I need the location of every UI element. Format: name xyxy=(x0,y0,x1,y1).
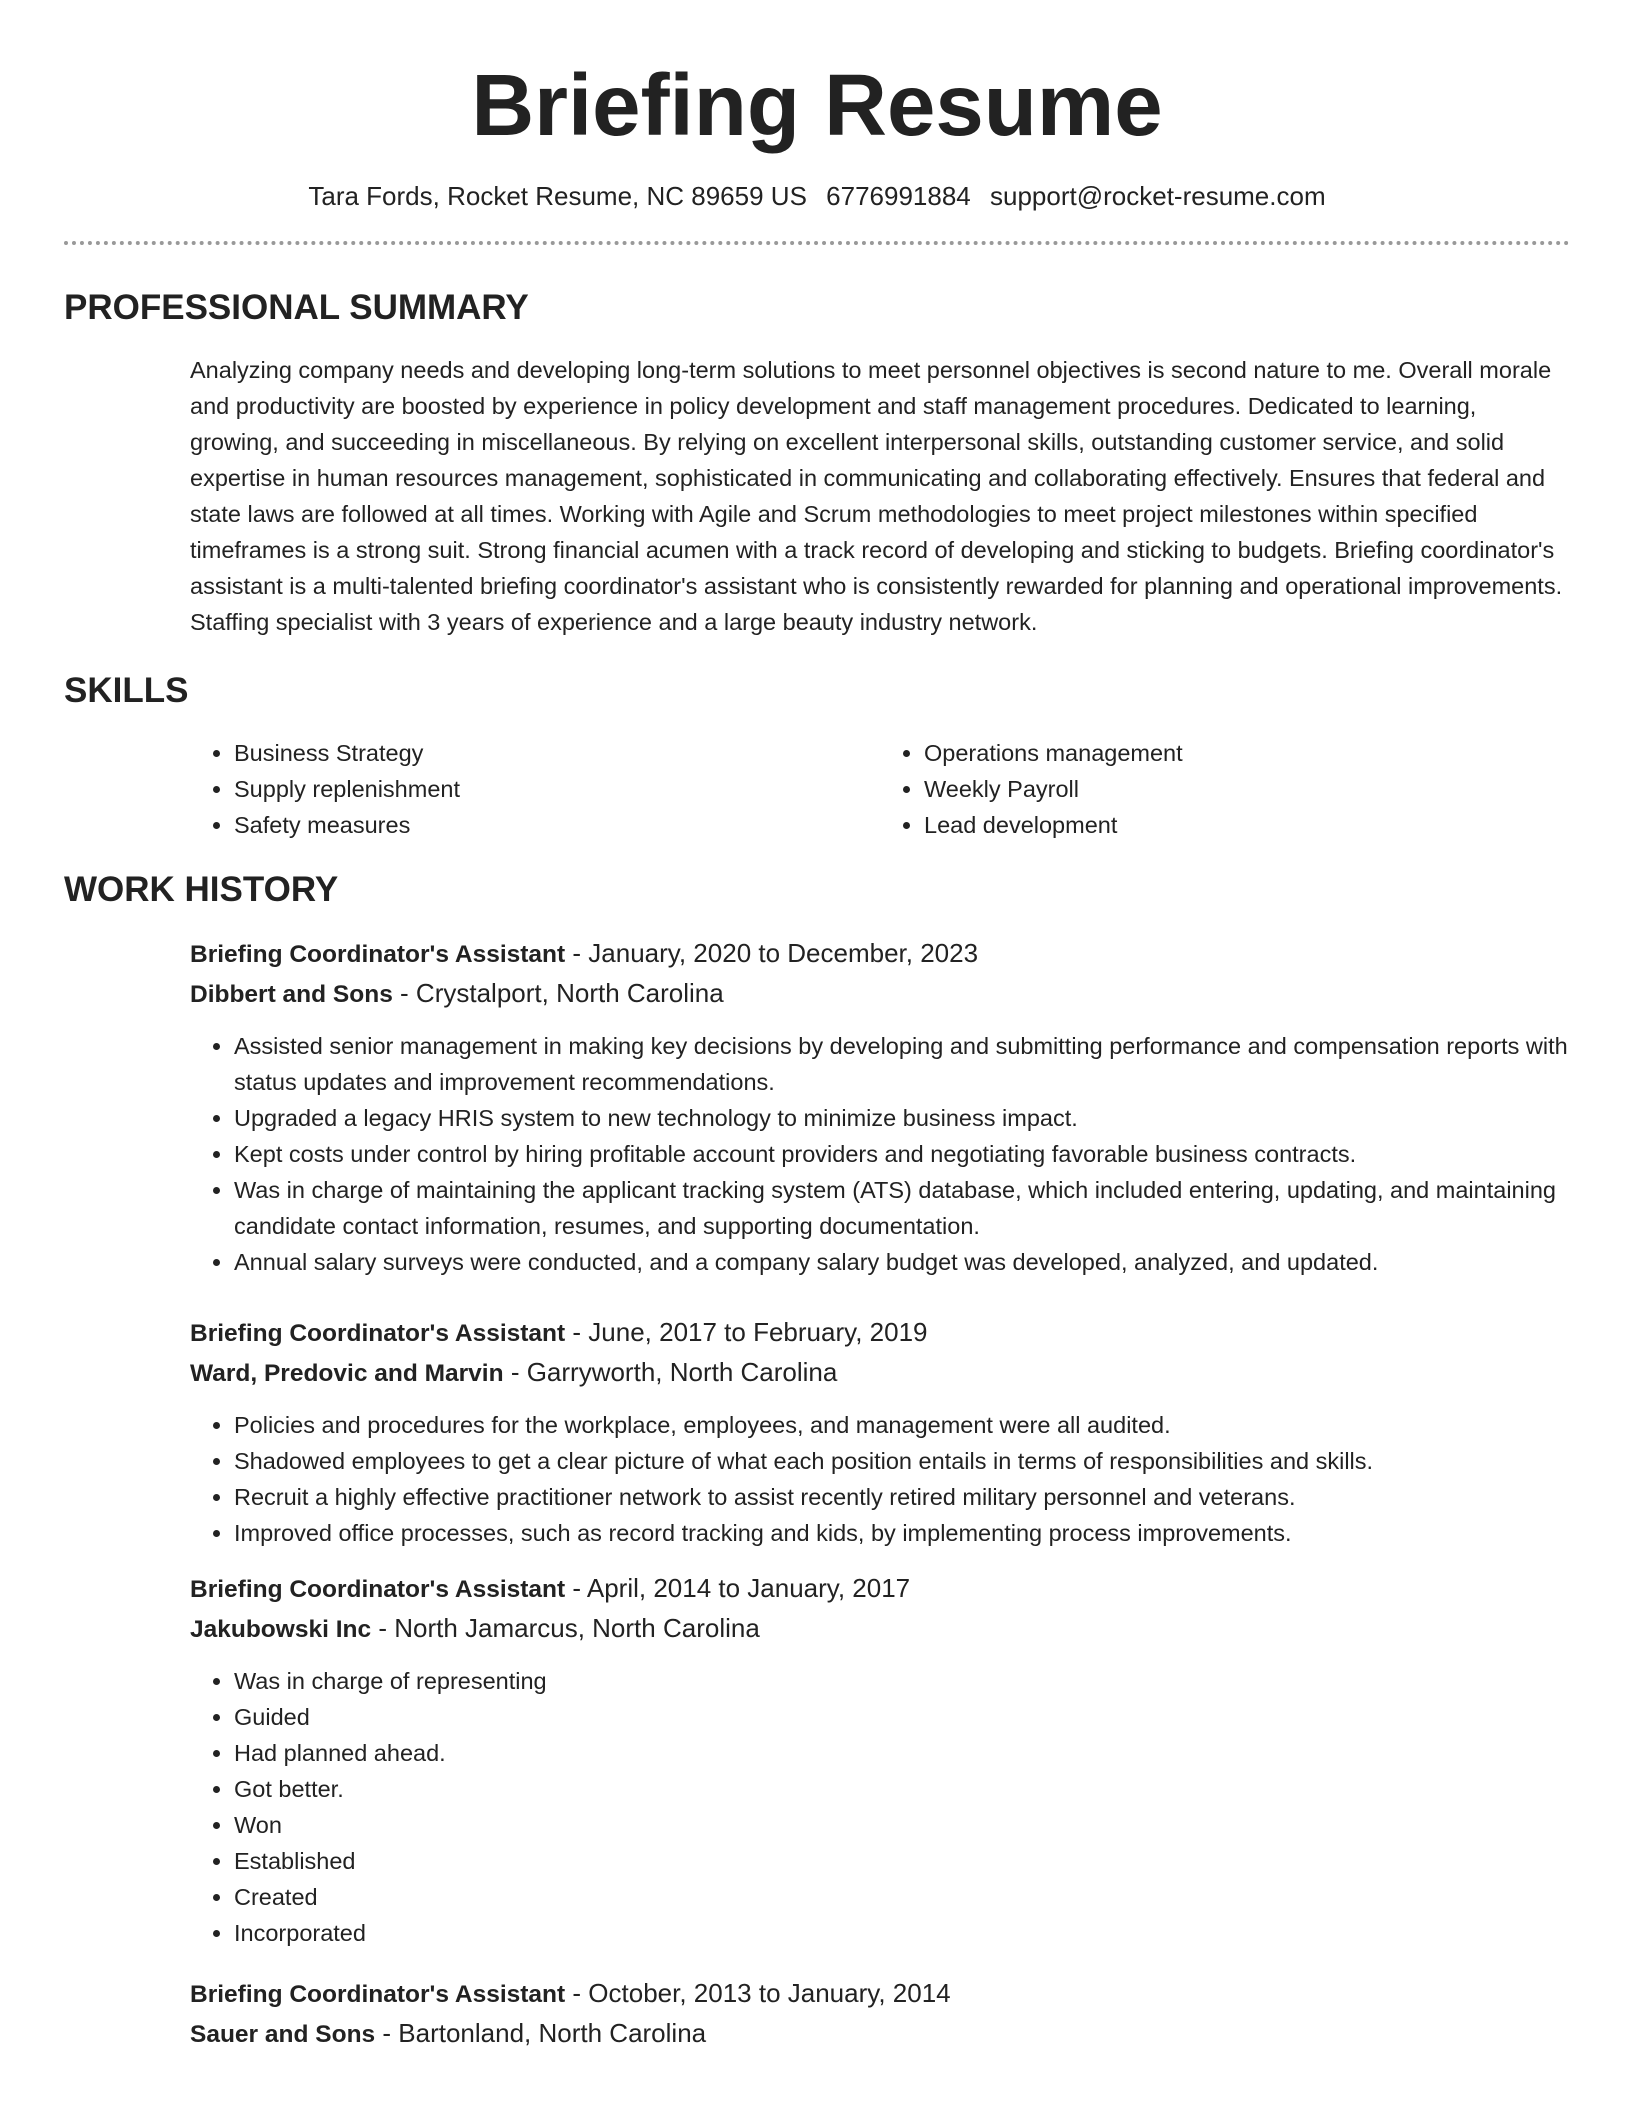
job-bullets xyxy=(190,1407,1570,1551)
job-entry xyxy=(190,1569,1570,1951)
job-bullet: • Had planned ahead. xyxy=(234,1735,1570,1771)
job-company: Jakubowski Inc xyxy=(190,1616,372,1643)
summary-text: Analyzing company needs and developing long-term solutions to meet personnel objectives is second nature to me. Overall morale and productivity are boosted by experience in policy development and staff management procedures. Dedicated to learning, growing, and succeeding in miscellaneous. By relying on excellent interpersonal skills, outstanding customer service, and solid expertise in human resources management, sophisticated in communicating and collaborating effectively. Ensures that federal and state laws are followed at all times. Working with Agile and Scrum methodologies to meet project milestones within specified timeframes is a strong suit. Strong financial acumen with a track record of developing and sticking to budgets. Briefing coordinator's assistant is a multi-talented briefing coordinator's assistant who is consistently rewarded for planning and operational improvements. Staffing specialist with 3 years of experience and a large beauty industry network. xyxy=(190,357,1563,635)
job-bullet: • Guided xyxy=(234,1699,1570,1735)
job-company-line xyxy=(190,1353,1570,1393)
job-dates: - June, 2017 to February, 2019 xyxy=(565,1317,928,1347)
job-entry xyxy=(190,1974,1570,2054)
resume-name: Briefing Resume xyxy=(471,57,1163,154)
job-bullet: • Was in charge of maintaining the applicant tracking system (ATS) database, which included entering, updating, and maintaining candidate contact information, resumes, and supporting documentation. xyxy=(234,1172,1570,1244)
job-bullet: • Upgraded a legacy HRIS system to new technology to minimize business impact. xyxy=(234,1100,1570,1136)
job-role: Briefing Coordinator's Assistant xyxy=(190,1576,566,1603)
job-bullet: • Won xyxy=(234,1807,1570,1843)
skill-item: • Safety measures xyxy=(234,807,880,843)
job-bullet: • Shadowed employees to get a clear picture of what each position entails in terms of responsibilities and skills. xyxy=(234,1443,1570,1479)
job-dates: - January, 2020 to December, 2023 xyxy=(565,938,979,968)
job-company-line xyxy=(190,2014,1570,2054)
job-role: Briefing Coordinator's Assistant xyxy=(190,1320,566,1347)
skill-item: • Supply replenishment xyxy=(234,771,880,807)
job-bullet: • Policies and procedures for the workplace, employees, and management were all audited. xyxy=(234,1407,1570,1443)
job-title-line xyxy=(190,1569,1570,1609)
job-location: - Garryworth, North Carolina xyxy=(503,1357,838,1387)
job-location: - North Jamarcus, North Carolina xyxy=(371,1613,760,1643)
job-company: Ward, Predovic and Marvin xyxy=(190,1360,504,1387)
skills-column-left xyxy=(190,735,880,843)
skill-item: • Weekly Payroll xyxy=(924,771,1570,807)
resume-page xyxy=(64,0,1570,2054)
job-dates: - April, 2014 to January, 2017 xyxy=(565,1573,911,1603)
job-role: Briefing Coordinator's Assistant xyxy=(190,941,566,968)
contact-line xyxy=(64,178,1570,214)
job-bullet: • Established xyxy=(234,1843,1570,1879)
skill-item: • Business Strategy xyxy=(234,735,880,771)
header-divider xyxy=(64,241,1570,245)
job-dates: - October, 2013 to January, 2014 xyxy=(565,1978,951,2008)
job-company-line xyxy=(190,1609,1570,1649)
job-location: - Bartonland, North Carolina xyxy=(375,2018,707,2048)
job-bullet: • Improved office processes, such as record tracking and kids, by implementing process improvements. xyxy=(234,1515,1570,1551)
job-bullets xyxy=(190,1663,1570,1951)
contact-address: Tara Fords, Rocket Resume, NC 89659 US xyxy=(308,181,807,211)
job-company: Dibbert and Sons xyxy=(190,981,393,1008)
skill-item: • Lead development xyxy=(924,807,1570,843)
job-bullet: • Assisted senior management in making key decisions by developing and submitting performance and compensation reports with status updates and improvement recommendations. xyxy=(234,1028,1570,1100)
skills-column-right xyxy=(880,735,1570,843)
job-bullet: • Annual salary surveys were conducted, and a company salary budget was developed, analyzed, and updated. xyxy=(234,1244,1570,1280)
job-title-line xyxy=(190,934,1570,974)
work-heading: WORK HISTORY xyxy=(64,870,339,909)
contact-email: support@rocket-resume.com xyxy=(990,181,1326,211)
summary-heading: PROFESSIONAL SUMMARY xyxy=(64,288,529,327)
job-bullet: • Created xyxy=(234,1879,1570,1915)
job-bullet: • Was in charge of representing xyxy=(234,1663,1570,1699)
skills-heading: SKILLS xyxy=(64,671,189,710)
job-bullets xyxy=(190,1028,1570,1280)
skill-item: • Operations management xyxy=(924,735,1570,771)
job-location: - Crystalport, North Carolina xyxy=(392,978,724,1008)
job-title-line xyxy=(190,1974,1570,2014)
contact-phone: 6776991884 xyxy=(826,181,971,211)
job-bullet: • Got better. xyxy=(234,1771,1570,1807)
job-role: Briefing Coordinator's Assistant xyxy=(190,1981,566,2008)
job-entry xyxy=(190,1313,1570,1551)
job-title-line xyxy=(190,1313,1570,1353)
job-company-line xyxy=(190,974,1570,1014)
skills-list xyxy=(190,735,1570,843)
job-bullet: • Kept costs under control by hiring profitable account providers and negotiating favorable business contracts. xyxy=(234,1136,1570,1172)
job-company: Sauer and Sons xyxy=(190,2021,376,2048)
job-bullet: • Incorporated xyxy=(234,1915,1570,1951)
job-bullet: • Recruit a highly effective practitioner network to assist recently retired military personnel and veterans. xyxy=(234,1479,1570,1515)
job-entry xyxy=(190,934,1570,1280)
